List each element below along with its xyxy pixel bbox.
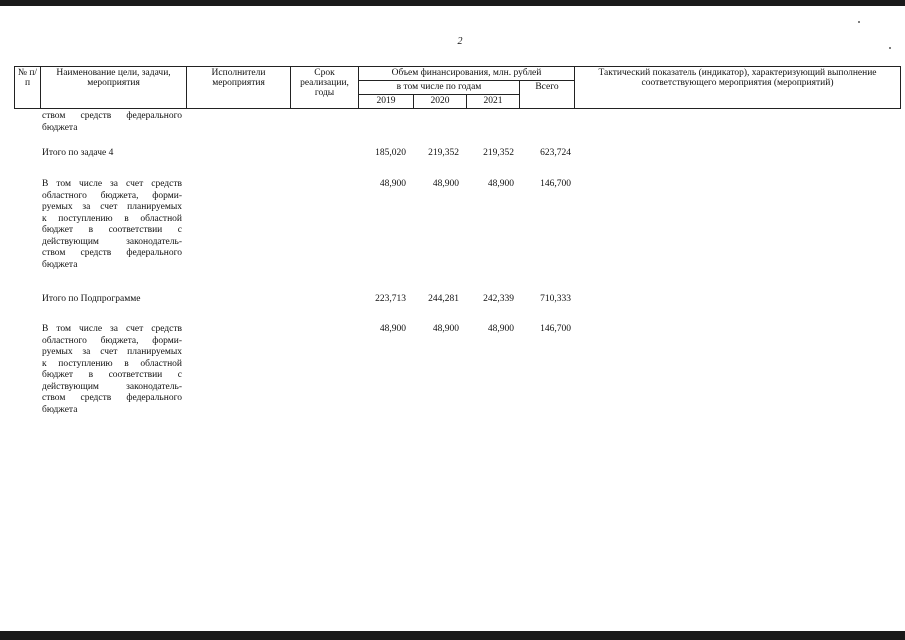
- row-name-line: руемых за счет планируемых: [42, 347, 182, 357]
- row-name-line: действующим законодатель-: [42, 236, 182, 247]
- value-total: 146,700: [540, 324, 571, 334]
- scan-speck: [858, 21, 860, 23]
- row-name-line: областного бюджета, форми-: [42, 190, 182, 201]
- header-by-years: в том числе по годам: [359, 81, 520, 95]
- row-name-line: ством средств федерального: [42, 248, 182, 258]
- header-executors: Исполнители мероприятия: [187, 67, 291, 109]
- row-name: [42, 179, 182, 271]
- row-name: [42, 294, 182, 306]
- row-name: [42, 148, 182, 160]
- row-name-line: областного бюджета, форми-: [42, 335, 182, 346]
- row-name-line: к поступлению в областной: [42, 358, 182, 369]
- header-year-2019: 2019: [359, 95, 414, 109]
- header-indicator: Тактический показатель (индикатор), характеризующий выполнение соответствующего мероприятия (мероприятий): [575, 67, 901, 109]
- row-name-line: бюджет в соответствии с: [42, 370, 182, 380]
- row-name-line: ством средств федерального: [42, 111, 182, 121]
- header-total: Всего: [520, 81, 575, 109]
- row-name-line: ством средств федерального: [42, 393, 182, 403]
- header-term: Срок реализации, годы: [291, 67, 359, 109]
- value-2020: 48,900: [432, 179, 459, 189]
- value-2020: 48,900: [432, 324, 459, 334]
- value-2021: 242,339: [483, 294, 514, 304]
- value-total: 710,333: [540, 294, 571, 304]
- header-name: Наименование цели, задачи, мероприятия: [41, 67, 187, 109]
- row-name-line: бюджета: [42, 122, 78, 133]
- row-name-line: действующим законодатель-: [42, 381, 182, 392]
- header-year-2020: 2020: [414, 95, 467, 109]
- value-2021: 48,900: [487, 179, 514, 189]
- row-name-line: В том числе за счет средств: [42, 179, 182, 189]
- row-name-line: бюджет в соответствии с: [42, 225, 182, 235]
- value-2019: 48,900: [379, 324, 406, 334]
- row-name-line: к поступлению в областной: [42, 213, 182, 224]
- page-number: 2: [457, 36, 463, 47]
- row-name: [42, 111, 182, 134]
- row-name-line: руемых за счет планируемых: [42, 202, 182, 212]
- value-total: 623,724: [540, 148, 571, 158]
- table-header: [14, 66, 901, 109]
- header-no: № п/п: [15, 67, 41, 109]
- header-funding: Объем финансирования, млн. рублей: [359, 67, 575, 81]
- value-2019: 185,020: [375, 148, 406, 158]
- value-2021: 48,900: [487, 324, 514, 334]
- value-2019: 223,713: [375, 294, 406, 304]
- row-name-line: Итого по Подпрограмме: [42, 294, 141, 304]
- row-name-line: Итого по задаче 4: [42, 148, 114, 158]
- value-2021: 219,352: [483, 148, 514, 158]
- value-2019: 48,900: [379, 179, 406, 189]
- scan-edge-bottom: [0, 631, 905, 640]
- header-year-2021: 2021: [467, 95, 520, 109]
- value-total: 146,700: [540, 179, 571, 189]
- value-2020: 244,281: [428, 294, 459, 304]
- row-name: [42, 324, 182, 416]
- row-name-line: бюджета: [42, 259, 78, 270]
- row-name-line: бюджета: [42, 404, 78, 415]
- row-name-line: В том числе за счет средств: [42, 324, 182, 334]
- scan-speck: [889, 47, 891, 49]
- scan-edge-top: [0, 0, 905, 6]
- value-2020: 219,352: [428, 148, 459, 158]
